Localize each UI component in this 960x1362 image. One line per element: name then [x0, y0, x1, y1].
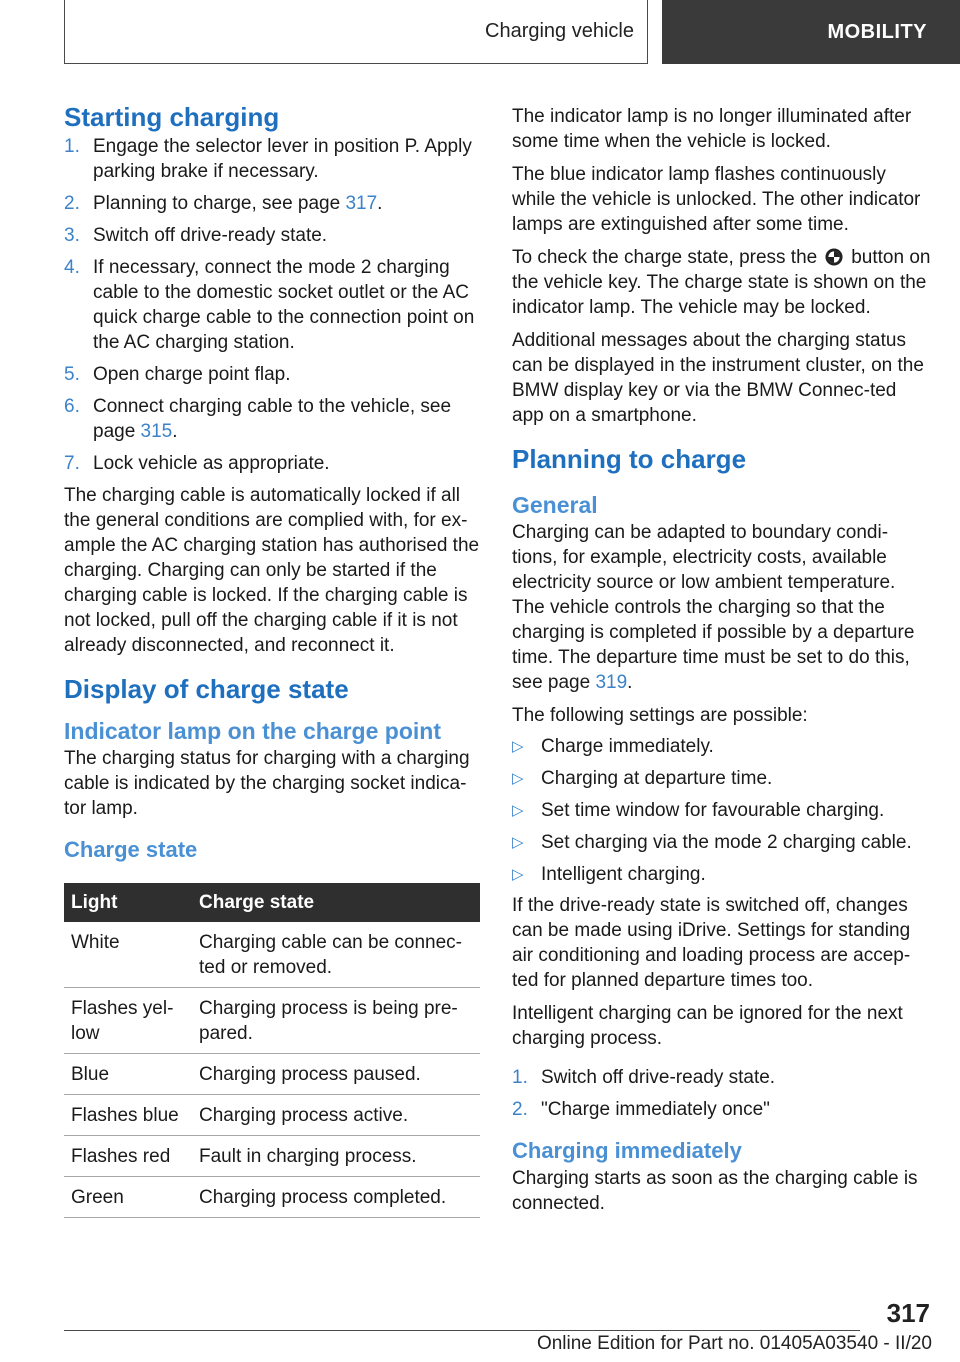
step-item — [512, 1065, 932, 1090]
setting-text: Set charging via the mode 2 charging cable. — [541, 832, 912, 853]
table-header-row — [64, 883, 480, 922]
list-item — [512, 798, 932, 823]
table-row — [64, 1177, 480, 1218]
step-number: 2. — [64, 193, 80, 214]
table-row — [64, 1054, 480, 1095]
step-number: 1. — [512, 1067, 528, 1088]
header-chapter-tab — [662, 0, 960, 64]
page-link-317[interactable]: 317 — [345, 193, 378, 214]
cell-state: Charging process paused. — [192, 1054, 480, 1095]
check-text-after: button on the vehicle key. The charge state is shown on the indicator lamp. The vehicle may be locked. — [512, 247, 931, 318]
step-item — [64, 134, 482, 184]
cell-light: Green — [64, 1177, 192, 1218]
section-title: Charging vehicle — [485, 20, 634, 42]
cell-light: Blue — [64, 1054, 192, 1095]
setting-text: Charge immediately. — [541, 736, 714, 757]
step-text: Engage the selector lever in position P. Apply parking brake if necessary. — [93, 136, 472, 182]
step-number: 5. — [64, 364, 80, 385]
column-header-charge-state: Charge state — [192, 883, 480, 922]
additional-messages-paragraph: Additional messages about the charging status can be displayed in the instrument cluster, on the BMW display key or via the BMW Connec‐ted app on a smartphone. — [512, 330, 924, 426]
step-number: 6. — [64, 396, 80, 417]
list-item — [512, 830, 932, 855]
page-number: 317 — [886, 1298, 930, 1328]
heading-general: General — [512, 492, 598, 518]
setting-text: Charging at departure time. — [541, 768, 773, 789]
indicator-lamp-paragraph: The charging status for charging with a charging cable is indicated by the charging socket indica‐tor lamp. — [64, 748, 470, 819]
setting-text: Set time window for favourable charging. — [541, 800, 885, 821]
general-text: Charging can be adapted to boundary condi‐tions, for example, electricity costs, available electricity source or low ambient temperature. The vehicle controls the charging so that the charging is completed if possible by a departure time. The departure time must be set to do this, see page — [512, 522, 915, 693]
step-text-end: . — [172, 421, 178, 442]
check-text-before: To check the charge state, press the — [512, 247, 818, 268]
ignore-paragraph: Intelligent charging can be ignored for the next charging process. — [512, 1003, 903, 1049]
step-text: Switch off drive-ready state. — [541, 1067, 776, 1088]
lamp-locked-paragraph: The indicator lamp is no longer illuminated after some time when the vehicle is locked. — [512, 106, 912, 152]
chapter-title: MOBILITY — [827, 20, 927, 43]
cell-light: Flashes red — [64, 1136, 192, 1177]
cell-light: Flashes yel‐low — [64, 988, 192, 1054]
cell-state: Charging cable can be connec‐ted or removed. — [192, 922, 480, 988]
list-item — [512, 862, 932, 887]
cell-state: Charging process is being pre‐pared. — [192, 988, 480, 1054]
bullet-triangle-icon: ▷ — [512, 802, 524, 819]
charge-state-table — [64, 883, 480, 1218]
heading-charge-state: Charge state — [64, 837, 198, 862]
step-text: Open charge point flap. — [93, 364, 291, 385]
footer-edition: Online Edition for Part no. 01405A03540 - II/20 — [536, 1333, 932, 1354]
bullet-triangle-icon: ▷ — [512, 866, 524, 883]
step-text — [93, 394, 482, 444]
table-row — [64, 988, 480, 1054]
step-item — [64, 394, 482, 444]
cable-lock-paragraph: The charging cable is automatically locked if all the general conditions are complied with, for ex‐ample the AC charging station has authorised the charging. Charging can only be started if the charging cable is locked. If the charging cable is not locked, pull off the charging cable if it is not already disconnected, and reconnect it. — [64, 485, 480, 656]
bmw-roundel-icon — [825, 248, 843, 266]
setting-text: Intelligent charging. — [541, 864, 706, 885]
cell-state: Charging process active. — [192, 1095, 480, 1136]
step-text: "Charge immediately once" — [541, 1099, 770, 1120]
list-item — [512, 734, 932, 759]
step-text — [93, 191, 482, 216]
step-number: 4. — [64, 257, 80, 278]
charge-once-steps — [512, 1065, 932, 1122]
step-item — [64, 191, 482, 216]
step-text-part: Connect charging cable to the vehicle, see page — [93, 396, 452, 442]
heading-indicator-lamp: Indicator lamp on the charge point — [64, 718, 441, 744]
idrive-paragraph: If the drive-ready state is switched off, changes can be made using iDrive. Settings for standing air conditioning and loading process are accep‐ted for planned departure times too. — [512, 895, 911, 991]
step-text-part: Planning to charge, see page — [93, 193, 346, 214]
general-paragraph — [512, 520, 932, 695]
charging-immediately-paragraph: Charging starts as soon as the charging cable is connected. — [512, 1168, 918, 1214]
cell-light: White — [64, 922, 192, 988]
step-text: Lock vehicle as appropriate. — [93, 453, 330, 474]
step-item — [512, 1097, 932, 1122]
step-text-end: . — [377, 193, 383, 214]
general-text-end: . — [627, 672, 633, 693]
left-column — [64, 100, 482, 1218]
step-item — [64, 255, 482, 355]
page-link-315[interactable]: 315 — [140, 421, 173, 442]
bullet-triangle-icon: ▷ — [512, 770, 524, 787]
step-item — [64, 223, 482, 248]
cell-light: Flashes blue — [64, 1095, 192, 1136]
step-item — [64, 451, 482, 476]
cell-state: Charging process completed. — [192, 1177, 480, 1218]
lamp-unlocked-paragraph: The blue indicator lamp flashes continuously while the vehicle is unlocked. The other indicator lamps are extinguished after some time. — [512, 164, 921, 235]
heading-charging-immediately: Charging immediately — [512, 1138, 742, 1163]
starting-steps — [64, 134, 482, 476]
heading-planning-to-charge: Planning to charge — [512, 444, 747, 474]
table-row — [64, 1136, 480, 1177]
table-row — [64, 1095, 480, 1136]
header-section-title — [64, 0, 648, 64]
settings-intro: The following settings are possible: — [512, 705, 808, 726]
settings-list — [512, 734, 932, 887]
heading-starting-charging: Starting charging — [64, 102, 280, 132]
bullet-triangle-icon: ▷ — [512, 738, 524, 755]
step-number: 1. — [64, 136, 80, 157]
check-charge-state-paragraph — [512, 245, 932, 320]
cell-state: Fault in charging process. — [192, 1136, 480, 1177]
page-link-319[interactable]: 319 — [595, 672, 628, 693]
column-header-light: Light — [64, 883, 192, 922]
step-item — [64, 362, 482, 387]
step-number: 2. — [512, 1099, 528, 1120]
step-text: If necessary, connect the mode 2 charging cable to the domestic socket outlet or the AC quick charge cable to the connection point on the AC charging station. — [93, 257, 475, 353]
step-number: 3. — [64, 225, 80, 246]
right-column — [512, 104, 932, 1216]
table-row — [64, 922, 480, 988]
bullet-triangle-icon: ▷ — [512, 834, 524, 851]
step-number: 7. — [64, 453, 80, 474]
step-text: Switch off drive-ready state. — [93, 225, 328, 246]
heading-display-charge-state: Display of charge state — [64, 674, 349, 704]
list-item — [512, 766, 932, 791]
